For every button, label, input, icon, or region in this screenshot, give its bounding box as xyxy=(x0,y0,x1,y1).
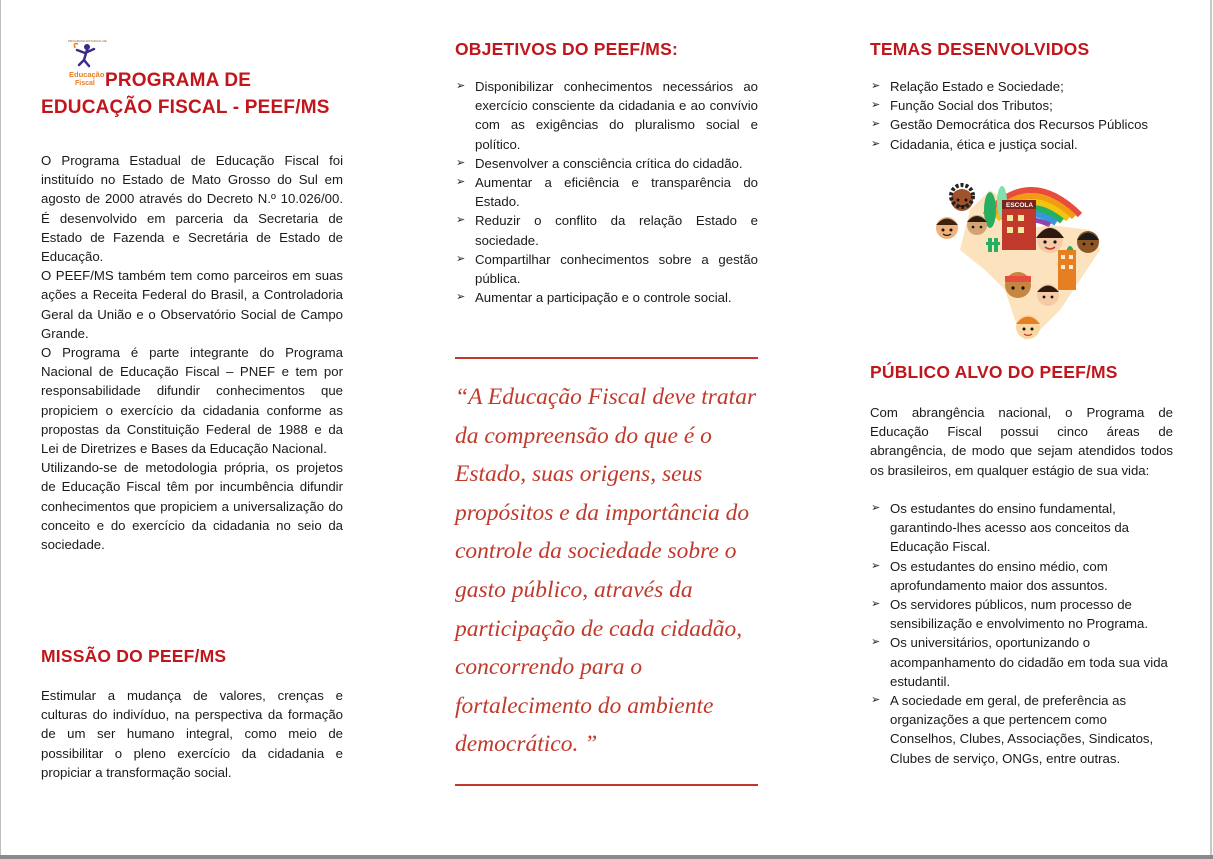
educacao-fiscal-logo-icon xyxy=(67,38,107,88)
arrow-bullet-icon: ➢ xyxy=(871,694,881,707)
list-item xyxy=(455,77,758,154)
list-item xyxy=(870,595,1173,633)
list-item-text: Aumentar a participação e o controle social. xyxy=(475,290,732,306)
arrow-bullet-icon: ➢ xyxy=(871,636,881,649)
list-item-text: Compartilhar conhecimentos sobre a gestão pública. xyxy=(475,251,758,287)
arrow-bullet-icon: ➢ xyxy=(456,176,466,189)
page-border xyxy=(1210,0,1212,859)
intro-paragraph: O PEEF/MS também tem como parceiros em suas ações a Receita Federal do Brasil, a Controladoria Geral da União e o Observatório Social de Campo Grande. xyxy=(41,268,343,341)
svg-text:PROGRAMA ESTADUAL DE: PROGRAMA ESTADUAL DE xyxy=(68,39,107,43)
list-item xyxy=(870,691,1173,768)
brazil-map-children-illustration-icon xyxy=(930,170,1110,345)
objetivos-heading: OBJETIVOS DO PEEF/MS: xyxy=(455,39,678,59)
quote-divider xyxy=(455,357,758,359)
svg-text:Fiscal: Fiscal xyxy=(75,80,95,87)
temas-heading: TEMAS DESENVOLVIDOS xyxy=(870,39,1090,59)
list-item-text: Desenvolver a consciência crítica do cidadão. xyxy=(475,155,743,171)
pull-quote: “A Educação Fiscal deve tratar da compreensão do que é o Estado, suas origens, seus propósitos e da importância do controle da sociedade sobre o gasto público, através da participação de cada cidadão, concorrendo para o fortalecimento do ambiente democrático. ” xyxy=(455,384,757,758)
list-item xyxy=(870,115,1180,134)
list-item xyxy=(455,173,758,211)
arrow-bullet-icon: ➢ xyxy=(456,291,466,304)
publico-heading: PÚBLICO ALVO DO PEEF/MS xyxy=(870,362,1118,382)
arrow-bullet-icon: ➢ xyxy=(456,80,466,92)
arrow-bullet-icon: ➢ xyxy=(871,559,881,572)
missao-text: Estimular a mudança de valores, crenças e culturas do indivíduo, na perspectiva da formação de um ser humano integral, como meio de possibilitar o pleno exercício da cidadania e propiciar a transformação social. xyxy=(41,688,343,780)
list-item-text: Disponibilizar conhecimentos necessários ao exercício consciente da cidadania e ao convívio com as exigências do pluralismo social e político. xyxy=(475,79,758,152)
arrow-bullet-icon: ➢ xyxy=(456,214,466,227)
list-item xyxy=(455,154,758,173)
list-item xyxy=(870,633,1173,691)
temas-list xyxy=(870,77,1180,154)
intro-paragraph: O Programa Estadual de Educação Fiscal foi instituído no Estado de Mato Grosso do Sul em agosto de 2000 através do Decreto N.º 10.026/00. É desenvolvido em parceria da Secretaria de Estado de Fazenda e Secretária de Estado de Educação. xyxy=(41,153,343,265)
arrow-bullet-icon: ➢ xyxy=(456,156,466,169)
school-sign: ESCOLA xyxy=(1006,202,1034,209)
intro-paragraph: Utilizando-se de metodologia própria, os projetos de Educação Fiscal têm por incumbência difundir conhecimentos que propiciem a universalização do conceito e do exercício da cidadania no seio da sociedade. xyxy=(41,460,343,553)
objetivos-list xyxy=(455,77,758,307)
list-item xyxy=(870,557,1173,595)
publico-list xyxy=(870,499,1173,768)
arrow-bullet-icon: ➢ xyxy=(871,137,881,150)
list-item xyxy=(455,250,758,288)
missao-heading: MISSÃO DO PEEF/MS xyxy=(41,646,227,666)
arrow-bullet-icon: ➢ xyxy=(871,99,881,112)
svg-text:Educação: Educação xyxy=(69,70,105,79)
list-item xyxy=(455,211,758,249)
list-item xyxy=(870,77,1180,96)
arrow-bullet-icon: ➢ xyxy=(871,118,881,131)
page-border xyxy=(0,0,1,859)
list-item-text: Os estudantes do ensino médio, com aprofundamento maior dos assuntos. xyxy=(890,558,1108,593)
page-title: PROGRAMA DE xyxy=(105,70,252,91)
list-item xyxy=(870,96,1180,115)
page-border xyxy=(0,855,1213,859)
list-item-text: Os servidores públicos, num processo de sensibilização e envolvimento no Programa. xyxy=(890,597,1149,632)
list-item xyxy=(870,135,1180,154)
list-item-text: Aumentar a eficiência e transparência do Estado. xyxy=(475,175,758,210)
list-item-text: Os universitários, oportunizando o acompanhamento do cidadão em toda sua vida estudantil. xyxy=(890,635,1168,689)
page-title: EDUCAÇÃO FISCAL - PEEF/MS xyxy=(41,97,330,118)
list-item xyxy=(870,499,1173,557)
arrow-bullet-icon: ➢ xyxy=(871,80,881,92)
arrow-bullet-icon: ➢ xyxy=(871,598,881,611)
list-item-text: Reduzir o conflito da relação Estado e sociedade. xyxy=(475,213,758,248)
publico-intro: Com abrangência nacional, o Programa de Educação Fiscal possui cinco áreas de abrangência, de modo que sejam atendidos todos os brasileiros, em qualquer estágio de sua vida: xyxy=(870,405,1173,478)
list-item xyxy=(455,288,758,307)
list-item-text: Gestão Democrática dos Recursos Públicos xyxy=(890,117,1148,133)
list-item-text: Relação Estado e Sociedade; xyxy=(890,79,1064,94)
intro-section xyxy=(41,151,343,554)
arrow-bullet-icon: ➢ xyxy=(871,502,881,514)
arrow-bullet-icon: ➢ xyxy=(456,252,466,265)
list-item-text: Função Social dos Tributos; xyxy=(890,98,1053,114)
intro-paragraph: O Programa é parte integrante do Programa Nacional de Educação Fiscal – PNEF e tem por responsabilidade difundir conhecimentos que propiciem o exercício da cidadania conforme as propostas da Constituição Federal de 1988 e da Lei de Diretrizes e Bases da Educação Nacional. xyxy=(41,345,343,457)
list-item-text: Os estudantes do ensino fundamental, garantindo-lhes acesso aos conceitos da Educação Fiscal. xyxy=(890,501,1129,555)
list-item-text: Cidadania, ética e justiça social. xyxy=(890,136,1078,152)
quote-divider xyxy=(455,784,758,786)
list-item-text: A sociedade em geral, de preferência as organizações a que pertencem como Conselhos, Clubes, Associações, Sindicatos, Clubes de serviço, ONGs, entre outras. xyxy=(890,693,1154,766)
